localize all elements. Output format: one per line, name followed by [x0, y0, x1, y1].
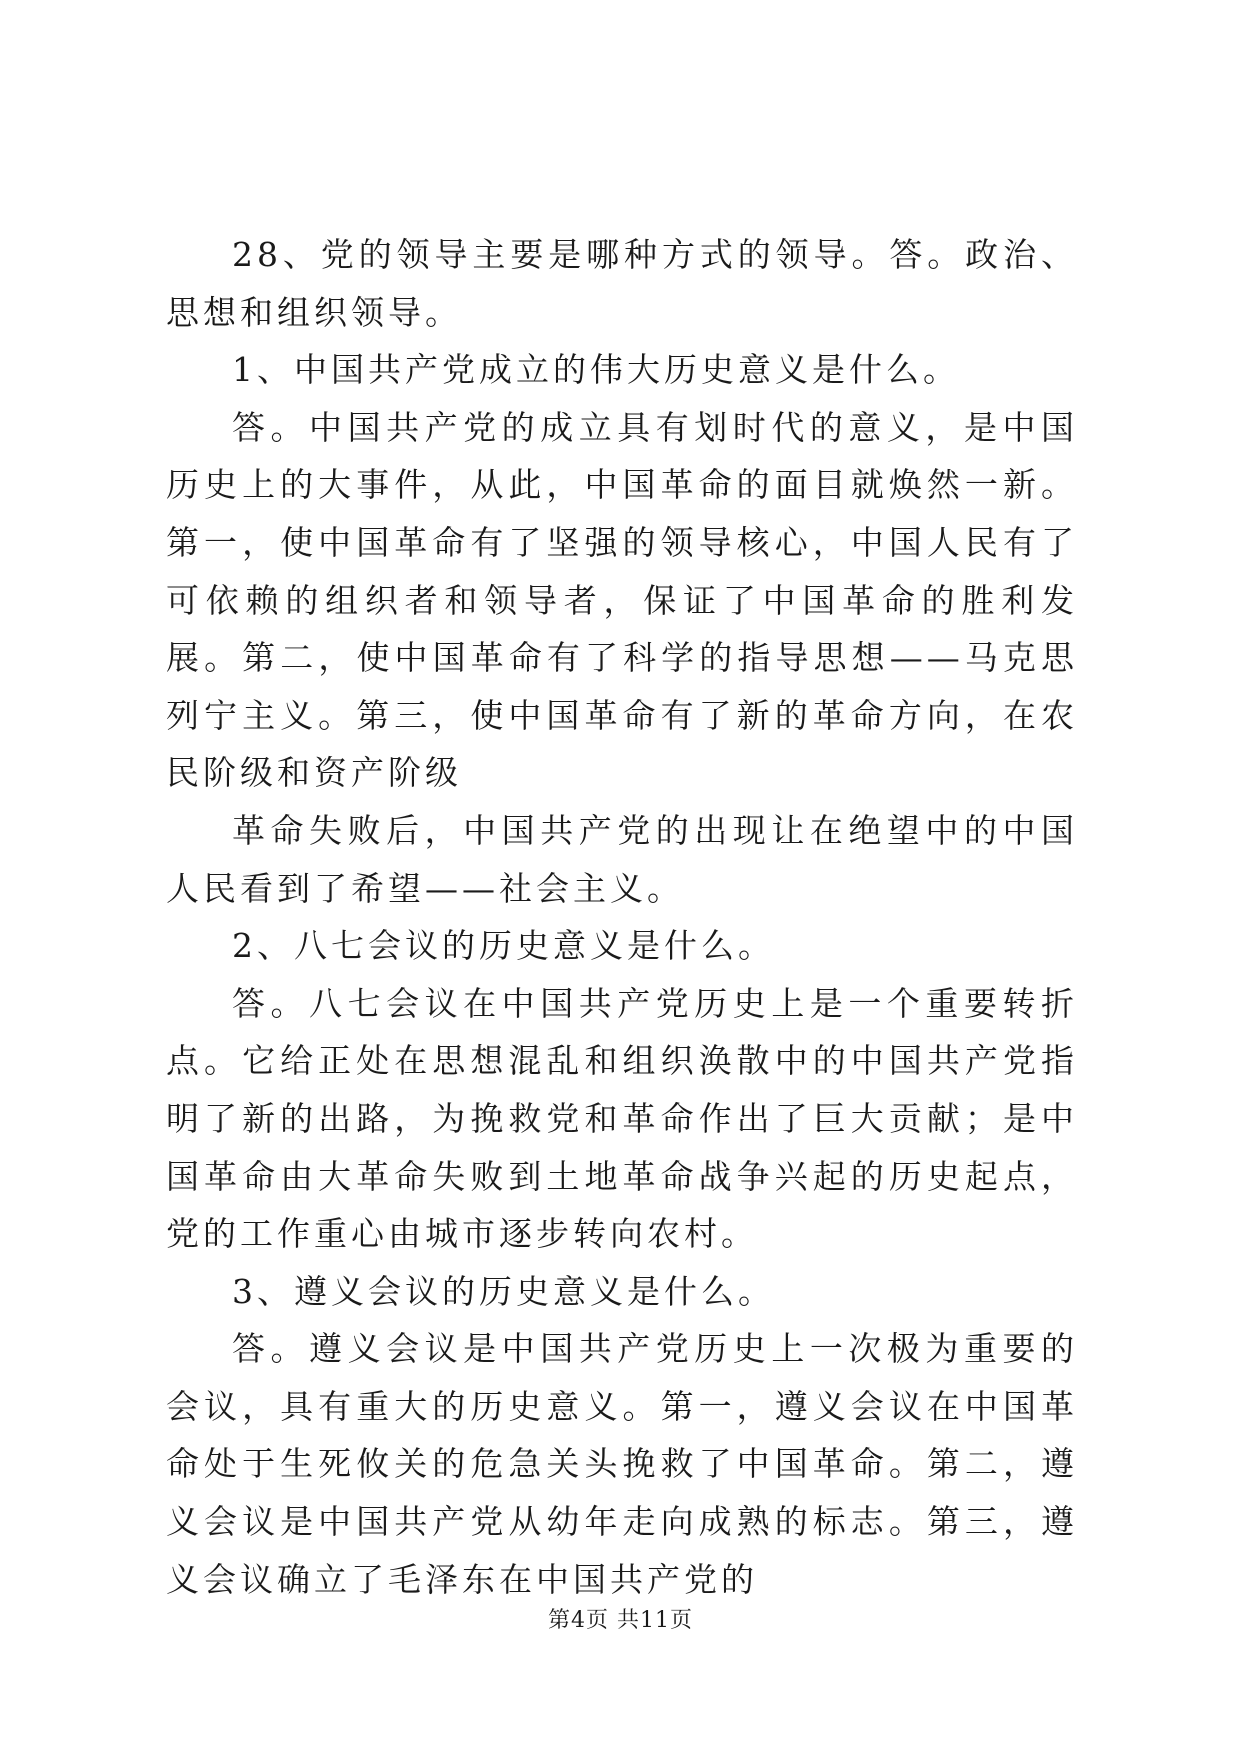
page-number-footer: 第4页 共11页 [548, 1608, 693, 1633]
paragraph-a3: 答。遵义会议是中国共产党历史上一次极为重要的会议，具有重大的历史意义。第一，遵义会议在中国革命处于生死攸关的危急关头挽救了中国革命。第二，遵义会议是中国共产党从幼年走向成熟的标志。第三，遵义会议确立了毛泽东在中国共产党的 [166, 1329, 1078, 1599]
paragraph-a1-cont: 革命失败后，中国共产党的出现让在绝望中的中国人民看到了希望——社会主义。 [166, 810, 1078, 908]
paragraph-a1: 答。中国共产党的成立具有划时代的意义，是中国历史上的大事件，从此，中国革命的面目就焕然一新。第一，使中国革命有了坚强的领导核心，中国人民有了可依赖的组织者和领导者，保证了中国革命的胜利发展。第二，使中国革命有了科学的指导思想——马克思列宁主义。第三，使中国革命有了新的革命方向，在农民阶级和资产阶级 [166, 407, 1078, 793]
paragraph-a2: 答。八七会议在中国共产党历史上是一个重要转折点。它给正处在思想混乱和组织涣散中的中国共产党指明了新的出路，为挽救党和革命作出了巨大贡献；是中国革命由大革命失败到土地革命战争兴起的历史起点，党的工作重心由城市逐步转向农村。 [166, 983, 1078, 1254]
paragraph-q1: 1、中国共产党成立的伟大历史意义是什么。 [232, 350, 960, 390]
paragraph-q28: 28、党的领导主要是哪种方式的领导。答。政治、思想和组织领导。 [166, 235, 1078, 332]
paragraph-q2: 2、八七会议的历史意义是什么。 [232, 926, 775, 966]
document-body [166, 226, 1078, 1608]
paragraph-q3: 3、遵义会议的历史意义是什么。 [232, 1271, 775, 1311]
